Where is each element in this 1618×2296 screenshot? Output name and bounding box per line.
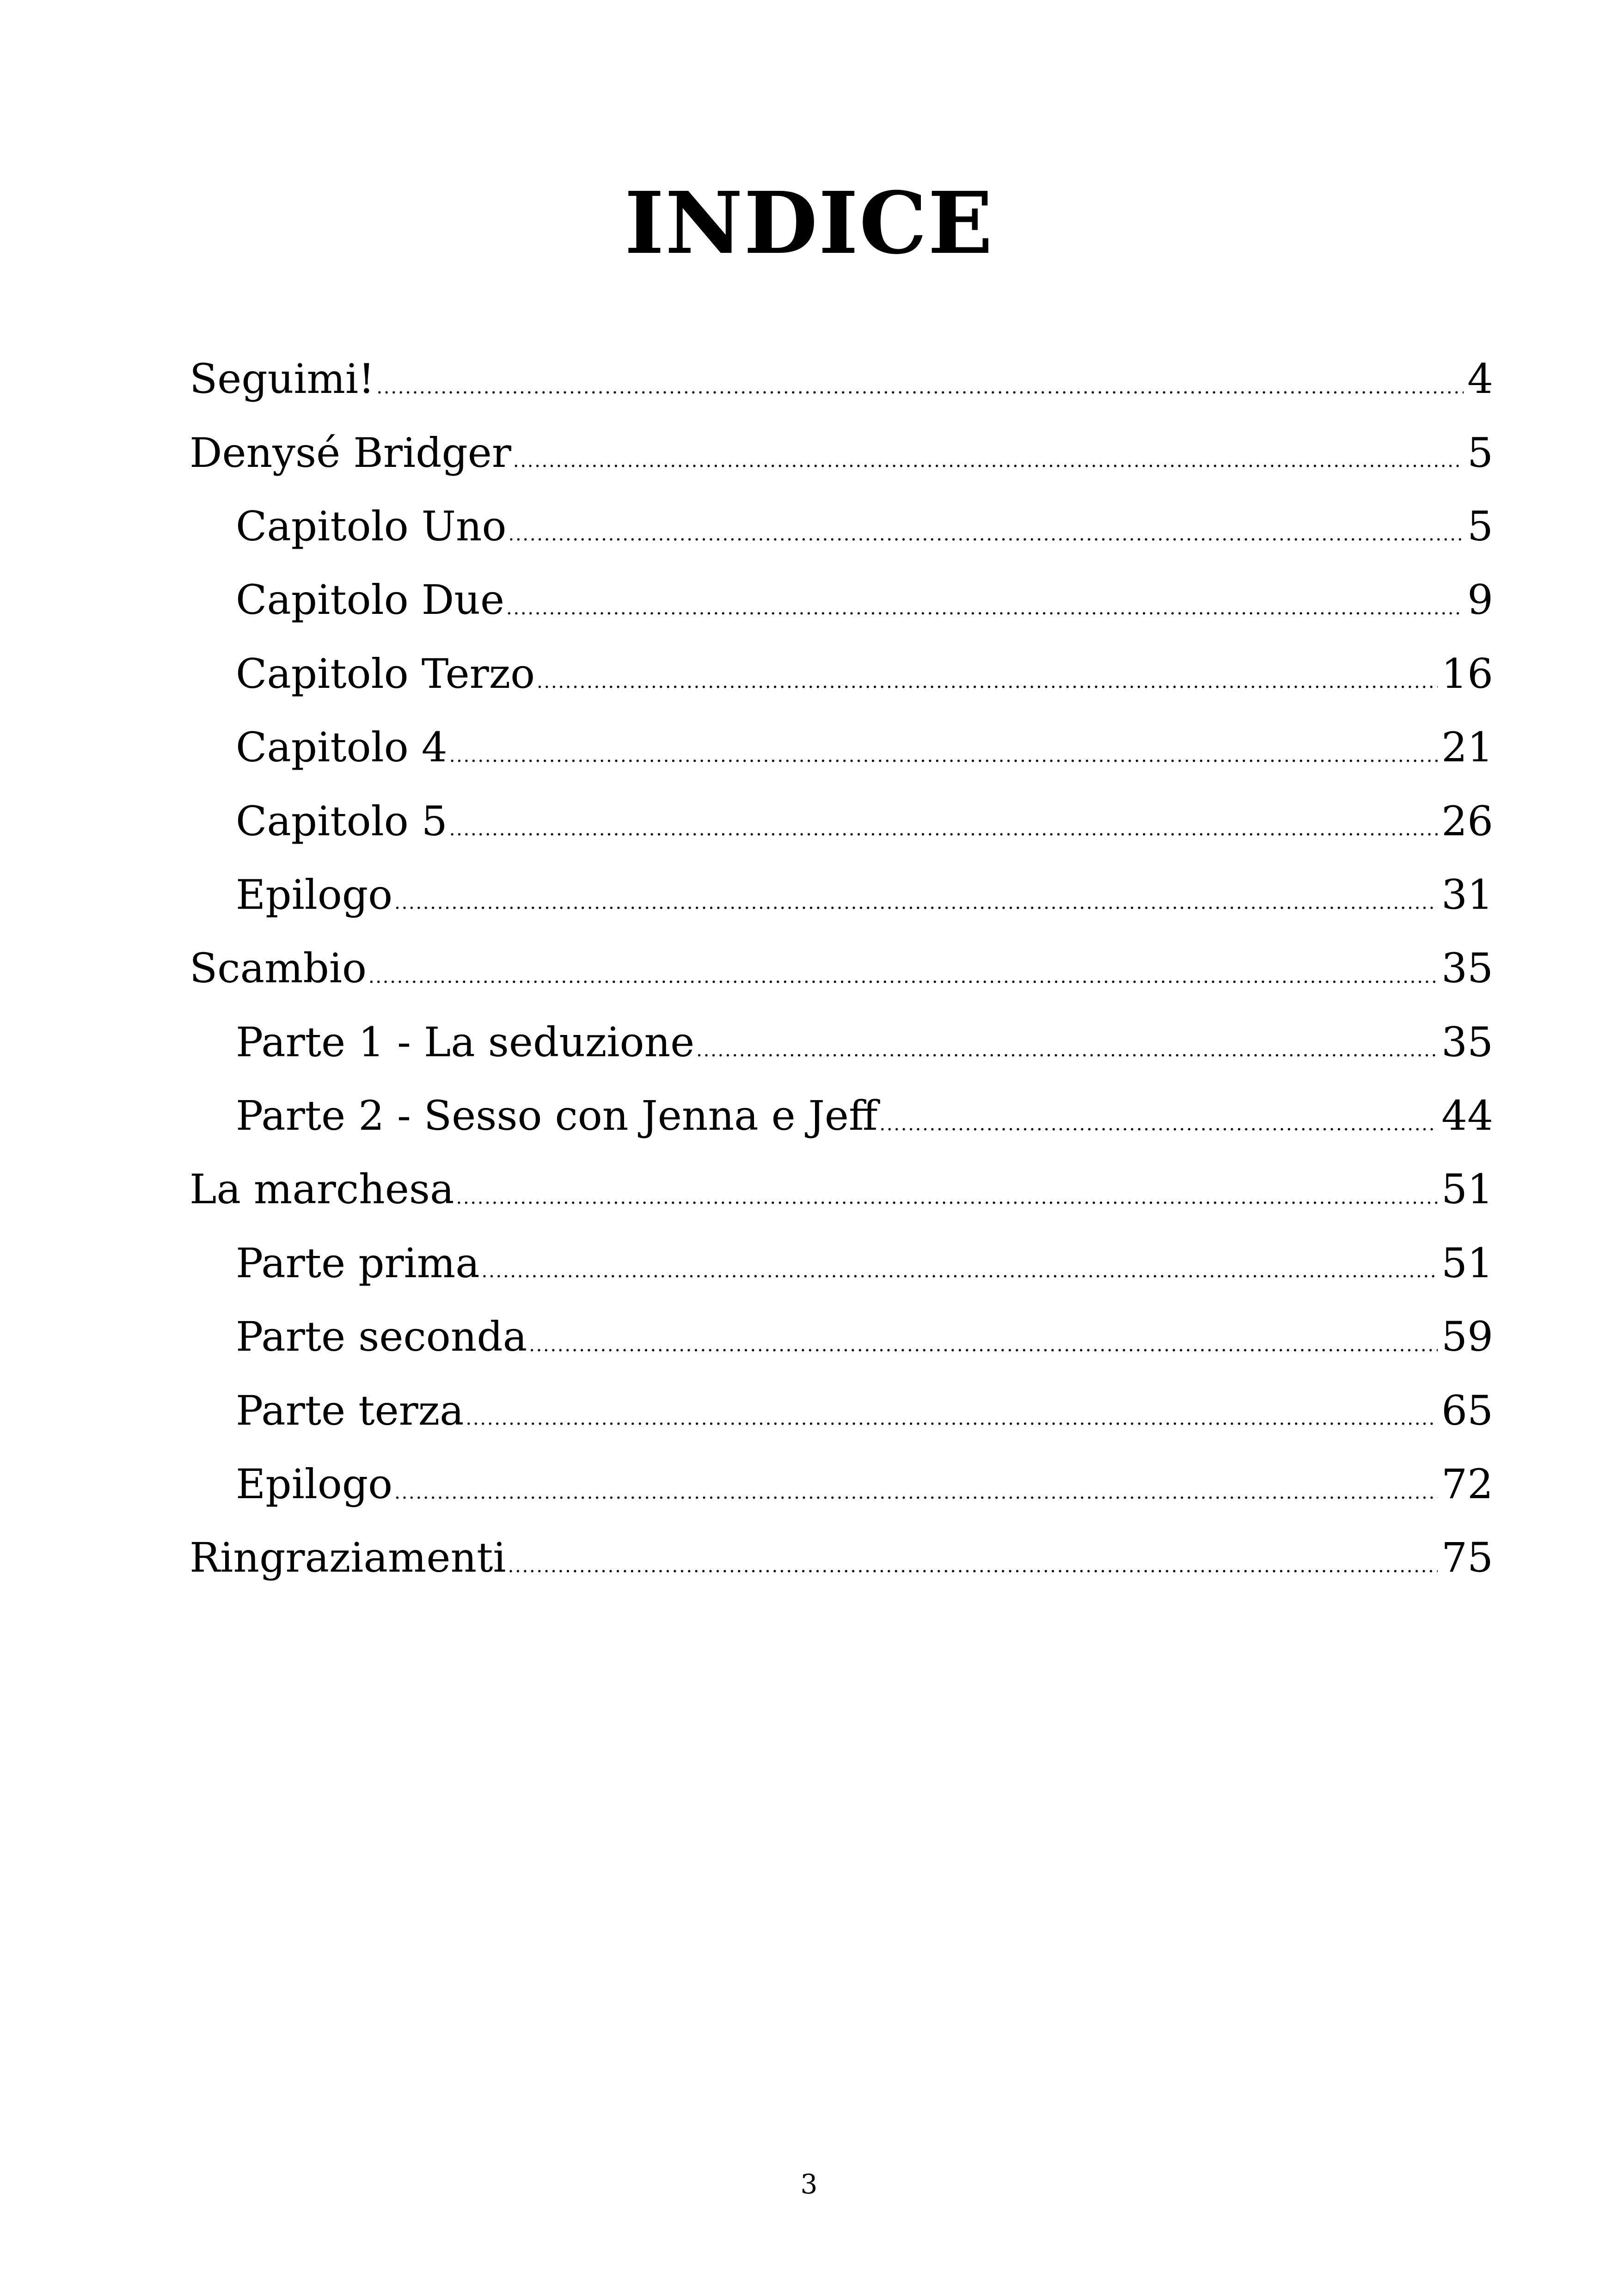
dot-leader <box>449 720 1438 775</box>
dot-leader <box>368 941 1438 996</box>
page-number: 3 <box>800 2168 818 2200</box>
toc-entry[interactable] <box>190 1226 1493 1300</box>
toc-entry[interactable] <box>190 342 1493 416</box>
dot-leader <box>537 646 1438 701</box>
toc-entry-page: 5 <box>1467 429 1493 477</box>
toc-entry[interactable] <box>190 1373 1493 1447</box>
toc-entry[interactable] <box>190 1521 1493 1594</box>
toc-entry-label: Parte prima <box>236 1226 482 1300</box>
page-title: INDICE <box>624 173 994 274</box>
dot-leader <box>513 425 1464 480</box>
toc-entry-page: 4 <box>1467 355 1493 403</box>
toc-entry-page: 31 <box>1441 870 1493 918</box>
toc-entry-page: 35 <box>1441 944 1493 992</box>
toc-entry[interactable] <box>190 1079 1493 1152</box>
toc-entry-label: Parte 1 - La seduzione <box>236 1005 696 1079</box>
table-of-contents <box>190 342 1493 1595</box>
toc-entry[interactable] <box>190 1005 1493 1079</box>
toc-entry-label: Seguimi! <box>190 342 376 416</box>
dot-leader <box>506 572 1464 628</box>
toc-entry[interactable] <box>190 858 1493 931</box>
dot-leader <box>394 867 1438 922</box>
toc-entry-label: La marchesa <box>190 1152 456 1226</box>
toc-entry[interactable] <box>190 784 1493 857</box>
toc-entry-label: Scambio <box>190 931 368 1005</box>
toc-entry-label: Capitolo Uno <box>236 490 509 563</box>
toc-entry-page: 44 <box>1441 1092 1493 1140</box>
toc-entry[interactable] <box>190 490 1493 563</box>
toc-entry-label: Parte seconda <box>236 1300 529 1373</box>
toc-entry[interactable] <box>190 1447 1493 1521</box>
toc-entry[interactable] <box>190 931 1493 1005</box>
toc-entry-label: Ringraziamenti <box>190 1521 508 1594</box>
toc-entry-page: 16 <box>1441 649 1493 698</box>
toc-entry[interactable] <box>190 563 1493 637</box>
toc-entry-page: 75 <box>1441 1534 1493 1582</box>
toc-entry-label: Capitolo Terzo <box>236 637 537 710</box>
dot-leader <box>482 1235 1438 1291</box>
toc-entry[interactable] <box>190 416 1493 489</box>
toc-entry-label: Epilogo <box>236 858 394 931</box>
dot-leader <box>466 1383 1438 1438</box>
dot-leader <box>529 1309 1438 1365</box>
toc-entry-label: Capitolo 4 <box>236 710 449 784</box>
dot-leader <box>456 1162 1438 1217</box>
toc-entry-page: 5 <box>1467 502 1493 550</box>
dot-leader <box>376 351 1464 407</box>
toc-entry-page: 9 <box>1467 576 1493 624</box>
toc-entry-page: 59 <box>1441 1313 1493 1361</box>
toc-entry[interactable] <box>190 1152 1493 1226</box>
dot-leader <box>508 1530 1438 1586</box>
toc-entry-page: 51 <box>1441 1165 1493 1213</box>
toc-entry-page: 21 <box>1441 723 1493 771</box>
toc-entry-page: 35 <box>1441 1018 1493 1066</box>
toc-entry-label: Parte terza <box>236 1374 466 1447</box>
toc-entry-label: Epilogo <box>236 1447 394 1521</box>
toc-entry-label: Parte 2 - Sesso con Jenna e Jeff <box>236 1079 880 1152</box>
toc-entry-label: Denysé Bridger <box>190 416 513 490</box>
toc-entry-page: 72 <box>1441 1460 1493 1508</box>
toc-entry-label: Capitolo 5 <box>236 784 449 858</box>
toc-entry-page: 65 <box>1441 1386 1493 1434</box>
dot-leader <box>696 1014 1438 1070</box>
toc-entry-label: Capitolo Due <box>236 563 506 637</box>
toc-entry[interactable] <box>190 710 1493 784</box>
toc-entry[interactable] <box>190 1300 1493 1373</box>
dot-leader <box>880 1088 1438 1144</box>
toc-entry[interactable] <box>190 637 1493 710</box>
dot-leader <box>509 498 1464 554</box>
dot-leader <box>394 1457 1438 1512</box>
toc-entry-page: 26 <box>1441 797 1493 845</box>
dot-leader <box>449 793 1438 849</box>
toc-entry-page: 51 <box>1441 1239 1493 1287</box>
